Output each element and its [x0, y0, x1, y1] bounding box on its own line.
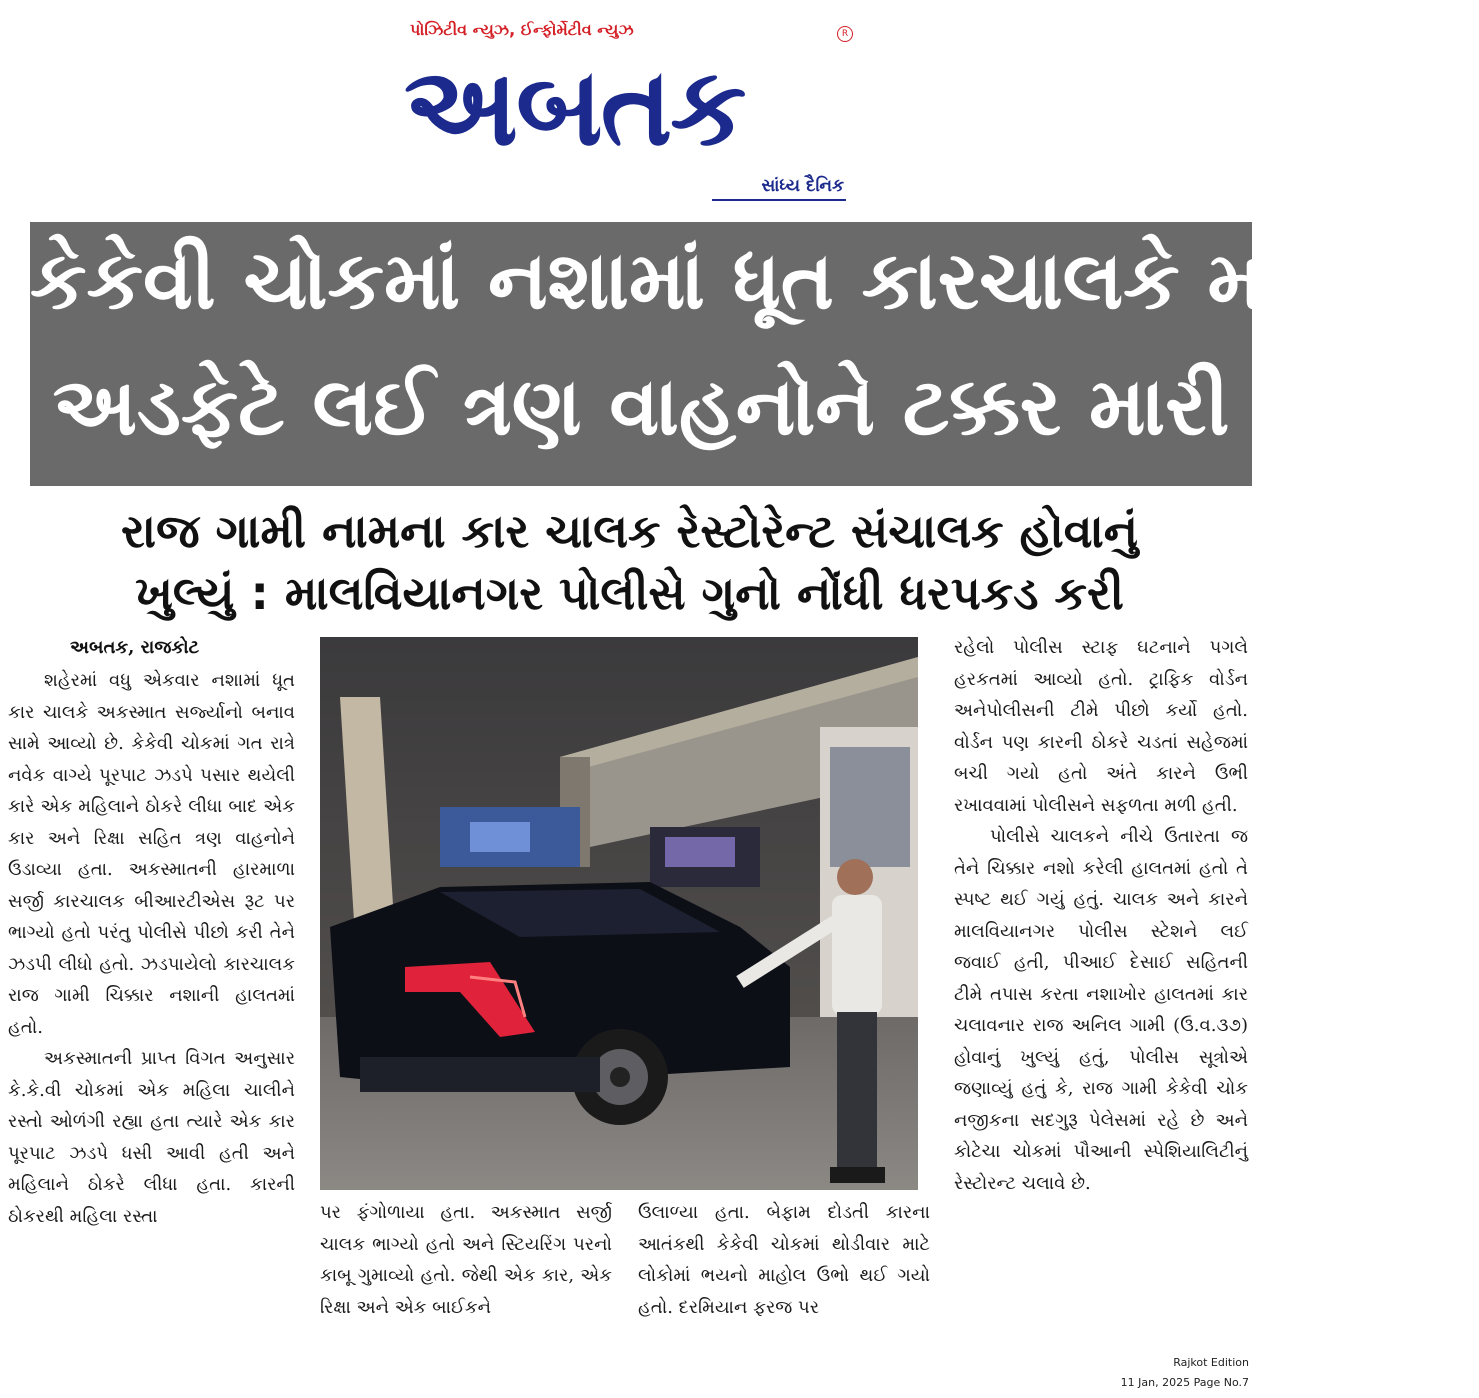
article-paragraph: અકસ્માતની પ્રાપ્ત વિગત અનુસાર કે.કે.વી ચોકમાં એક મહિલા ચાલીને રસ્તો ઓળંગી રહ્યા હતા ત્યારે એક કાર પૂરપાટ ઝડપે ધસી આવી હતી અને મહિલાને ઠોકરે લીધા હતા. કારની ઠોકરથી મહિલા રસ્તા [8, 1048, 295, 1227]
news-photo [320, 637, 918, 1190]
headline-banner [30, 222, 1479, 486]
subheadline-line-1: રાજ ગામી નામના કાર ચાલક રેસ્ટોરેન્ટ સંચાલક હોવાનું [121, 504, 1138, 558]
newspaper-logo: અબતક [404, 45, 745, 170]
article-dateline: અબતક, રાજકોટ [70, 637, 200, 658]
subheadline-line-2: ખુલ્યું : માલવિયાનગર પોલીસે ગુનો નોંધી ધરપકડ કરી [135, 566, 1124, 620]
masthead-subtitle: સાંધ્ય દૈનિક [761, 176, 844, 196]
article-paragraph: પોલીસે ચાલકને નીચે ઉતારતા જ તેને ચિક્કાર નશો કરેલી હાલતમાં હતો તે સ્પષ્ટ થઈ ગયું હતું. ચાલક અને કારને માલવિયાનગર પોલીસ સ્ટેશને લઈ જવાઈ હતી, પીઆઈ દેસાઈ સહિતની ટીમે તપાસ કરતા નશાખોર હાલતમાં કાર ચલાવનાર રાજ અનિલ ગામી (ઉ.વ.૩૭) હોવાનું ખુલ્યું હતું, પોલીસ સૂત્રોએ જણાવ્યું હતું કે, રાજ ગામી કેકેવી ચોક નજીકના સદગુરૂ પેલેસમાં રહે છે અને કોટેચા ચોકમાં પૌઆની સ્પેશિયાલિટીનું રેસ્ટોરન્ટ ચલાવે છે. [954, 826, 1248, 1194]
article-paragraph: રહેલો પોલીસ સ્ટાફ ઘટનાને પગલે હરકતમાં આવ્યો હતો. ટ્રાફિક વોર્ડન અનેપોલીસની ટીમે પીછો કર્યો હતો. વોર્ડન પણ કારની ઠોકરે ચડતાં સહેજમાં બચી ગયો હતો અંતે કારને ઉભી રખાવવામાં પોલીસને સફળતા મળી હતી. [954, 637, 1248, 816]
page-info: 11 Jan, 2025 Page No.7 [1120, 1376, 1249, 1389]
article-paragraph: શહેરમાં વધુ એકવાર નશામાં ધૂત કાર ચાલકે અકસ્માત સર્જ્યાનો બનાવ સામે આવ્યો છે. કેકેવી ચોકમાં ગત રાત્રે નવેક વાગ્યે પૂરપાટ ઝડપે પસાર થયેલી કારે એક મહિલાને ઠોકરે લીધા બાદ એક કાર અને રિક્ષા સહિત ત્રણ વાહનોને ઉડાવ્યા હતા. અકસ્માતની હારમાળા સર્જી કારચાલક બીઆરટીએસ રૂટ પર ભાગ્યો હતો પરંતુ પોલીસે પીછો કરી તેને ઝડપી લીધો હતો. ઝડપાયેલો કારચાલક રાજ ગામી ચિક્કાર નશાની હાલતમાં હતો. [8, 670, 295, 1038]
article-column-left [8, 665, 295, 1232]
headline-line-2: અડફેટે લઈ ત્રણ વાહનોને ટક્કર મારી [52, 360, 1230, 453]
article-column-middle-2: ઉલાળ્યા હતા. બેફામ દોડતી કારના આતંકથી કેકેવી ચોકમાં થોડીવાર માટે લોકોમાં ભયનો માહોલ ઉભો થઈ ગયો હતો. દરમિયાન ફરજ પર [638, 1202, 930, 1318]
headline-line-1: કેકેવી ચોકમાં નશામાં ધૂત કારચાલકે મહિલાને [30, 234, 1479, 327]
registered-mark-icon: R [837, 26, 853, 42]
masthead-tagline: પોઝિટીવ ન્યુઝ, ઈન્ફોર્મેટીવ ન્યુઝ [410, 20, 634, 39]
edition-label: Rajkot Edition [1173, 1356, 1249, 1369]
article-column-right [954, 632, 1248, 1199]
car-accident-photo-illustration [320, 637, 918, 1190]
masthead-divider [712, 199, 846, 201]
article-column-middle-1: પર ફંગોળાયા હતા. અકસ્માત સર્જી ચાલક ભાગ્યો હતો અને સ્ટિયરિંગ પરનો કાબૂ ગુમાવ્યો હતો. જેથી એક કાર, એક રિક્ષા અને એક બાઈકને [320, 1202, 612, 1318]
